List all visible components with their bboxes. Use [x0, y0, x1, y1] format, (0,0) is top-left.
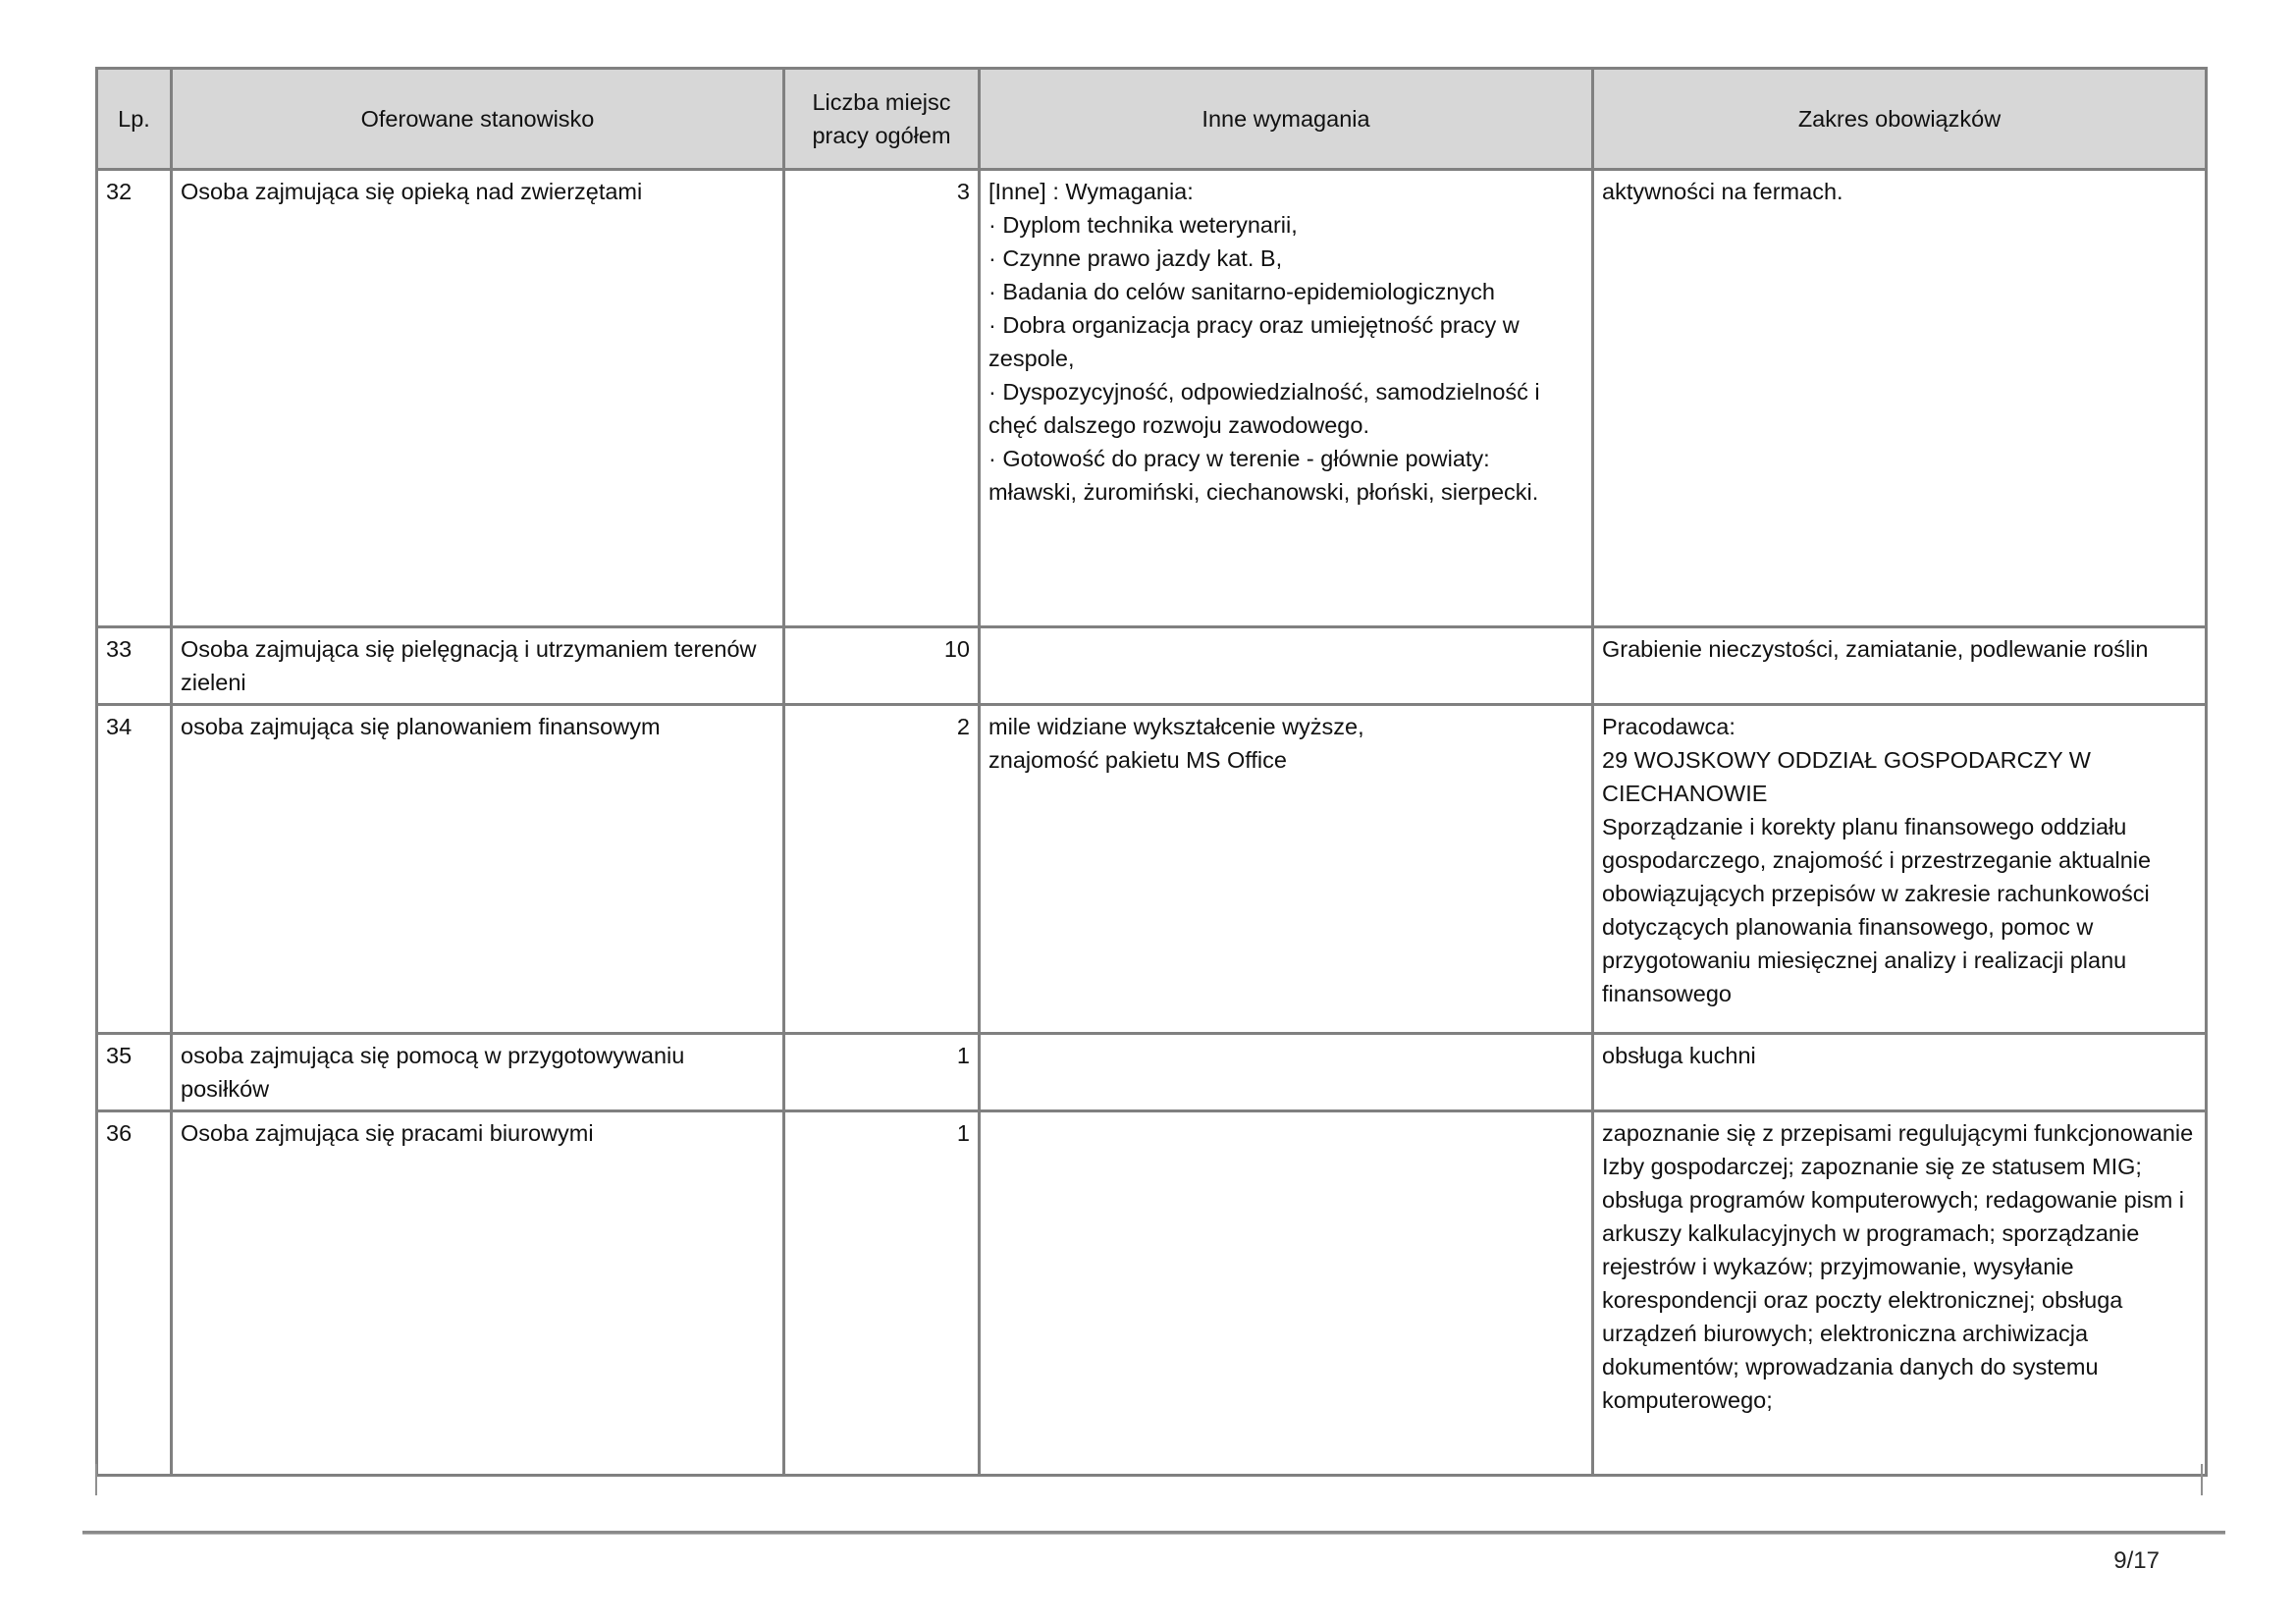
cell-lp: 33	[97, 627, 172, 705]
cell-requirements	[980, 1034, 1593, 1111]
cell-lp: 36	[97, 1111, 172, 1476]
cell-count: 2	[784, 705, 980, 1034]
header-lp: Lp.	[97, 69, 172, 170]
cell-position: osoba zajmująca się planowaniem finansowym	[172, 705, 784, 1034]
cell-duties: Pracodawca: 29 WOJSKOWY ODDZIAŁ GOSPODARCZY W CIECHANOWIE Sporządzanie i korekty planu finansowego oddziału gospodarczego, znajomość i przestrzeganie aktualnie obowiązujących przepisów w zakresie rachunkowości dotyczących planowania finansowego, pomoc w przygotowaniu miesięcznej analizy i realizacji planu finansowego	[1593, 705, 2207, 1034]
cell-duties: obsługa kuchni	[1593, 1034, 2207, 1111]
cell-requirements: mile widziane wykształcenie wyższe, znajomość pakietu MS Office	[980, 705, 1593, 1034]
cell-position: Osoba zajmująca się pielęgnacją i utrzymaniem terenów zieleni	[172, 627, 784, 705]
cell-duties: zapoznanie się z przepisami regulującymi funkcjonowanie Izby gospodarczej; zapoznanie się ze statusem MIG; obsługa programów komputerowych; redagowanie pism i arkuszy kalkulacyjnych w programach; sporządzanie rejestrów i wykazów; przyjmowanie, wysyłanie korespondencji oraz poczty elektronicznej; obsługa urządzeń biurowych; elektroniczna archiwizacja dokumentów; wprowadzania danych do systemu komputerowego;	[1593, 1111, 2207, 1476]
cell-count: 1	[784, 1034, 980, 1111]
cell-duties: Grabienie nieczystości, zamiatanie, podlewanie roślin	[1593, 627, 2207, 705]
cell-position: osoba zajmująca się pomocą w przygotowywaniu posiłków	[172, 1034, 784, 1111]
table-row	[97, 705, 2207, 1034]
cell-position: Osoba zajmująca się pracami biurowymi	[172, 1111, 784, 1476]
header-requirements: Inne wymagania	[980, 69, 1593, 170]
cell-requirements	[980, 627, 1593, 705]
cell-count: 1	[784, 1111, 980, 1476]
cell-count: 3	[784, 170, 980, 627]
table-header-row	[97, 69, 2207, 170]
table-row	[97, 1034, 2207, 1111]
header-count: Liczba miejsc pracy ogółem	[784, 69, 980, 170]
cell-count: 10	[784, 627, 980, 705]
cell-requirements: [Inne] : Wymagania: · Dyplom technika weterynarii, · Czynne prawo jazdy kat. B, · Badania do celów sanitarno-epidemiologicznych · Dobra organizacja pracy oraz umiejętność pracy w zespole, · Dyspozycyjność, odpowiedzialność, samodzielność i chęć dalszego rozwoju zawodowego. · Gotowość do pracy w terenie - głównie powiaty: mławski, żuromiński, ciechanowski, płoński, sierpecki.	[980, 170, 1593, 627]
cell-lp: 35	[97, 1034, 172, 1111]
header-duties: Zakres obowiązków	[1593, 69, 2207, 170]
job-offers-table	[95, 67, 2208, 1477]
cell-position: Osoba zajmująca się opieką nad zwierzętami	[172, 170, 784, 627]
header-position: Oferowane stanowisko	[172, 69, 784, 170]
table-row	[97, 170, 2207, 627]
table-row	[97, 627, 2207, 705]
page-number: 9/17	[2113, 1547, 2160, 1574]
cell-lp: 32	[97, 170, 172, 627]
cell-duties: aktywności na fermach.	[1593, 170, 2207, 627]
footer-divider	[82, 1531, 2225, 1535]
table-row	[97, 1111, 2207, 1476]
cell-lp: 34	[97, 705, 172, 1034]
cell-requirements	[980, 1111, 1593, 1476]
table-continuation-edge	[95, 1464, 2203, 1495]
